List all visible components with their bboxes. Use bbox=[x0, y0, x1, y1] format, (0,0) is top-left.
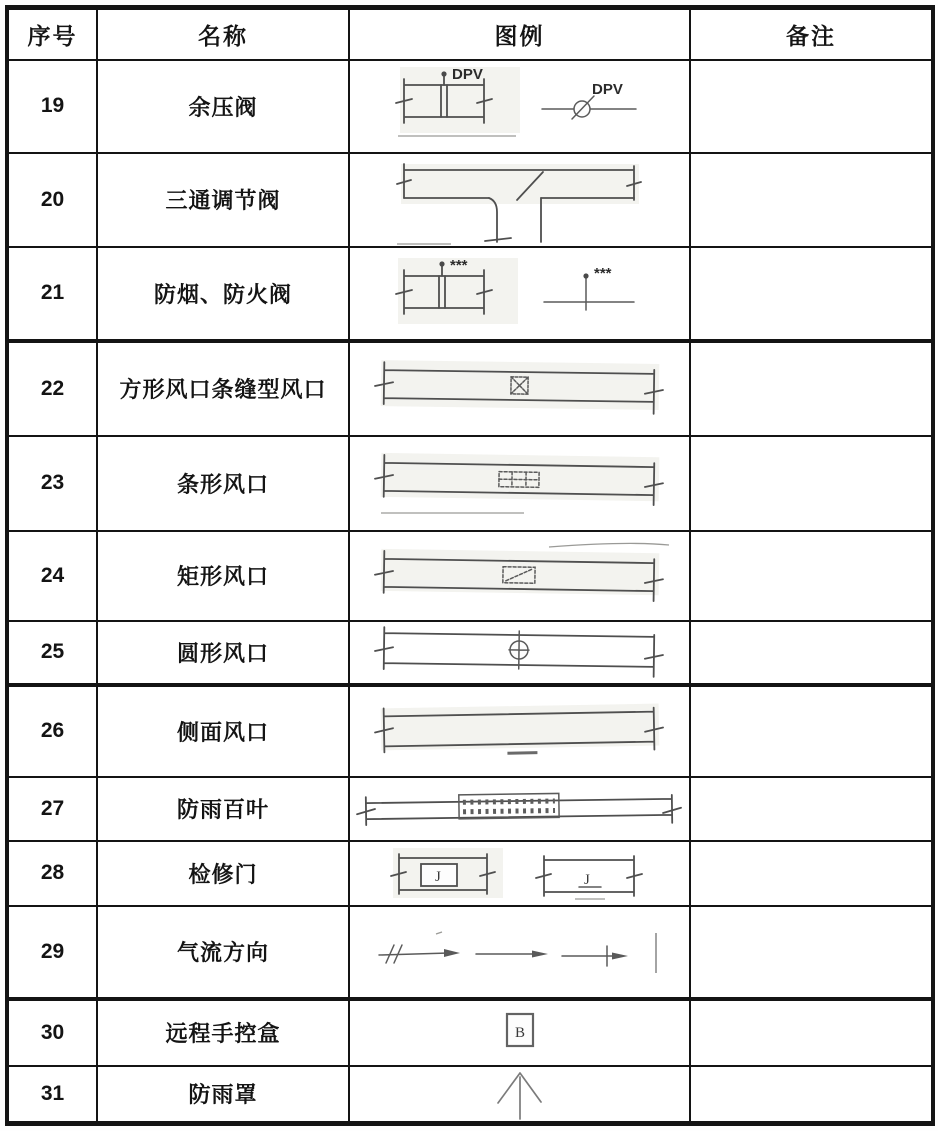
row-symbol bbox=[349, 1066, 690, 1124]
row-name: 防雨罩 bbox=[97, 1066, 349, 1124]
table-row bbox=[7, 60, 933, 153]
row-remark bbox=[690, 685, 933, 777]
table-row bbox=[7, 1066, 933, 1124]
row-symbol bbox=[349, 60, 690, 153]
arrowhead bbox=[444, 949, 460, 957]
row-remark bbox=[690, 621, 933, 685]
narrow-duct bbox=[356, 792, 680, 827]
row-number: 22 bbox=[7, 341, 97, 436]
header-row bbox=[7, 8, 933, 60]
table-row bbox=[7, 341, 933, 436]
row-name: 方形风口条缝型风口 bbox=[97, 341, 349, 436]
row-remark bbox=[690, 153, 933, 247]
arrowhead bbox=[532, 950, 548, 957]
row-number: 20 bbox=[7, 153, 97, 247]
fire-smoke-damper-icon bbox=[384, 250, 656, 336]
row-number: 23 bbox=[7, 436, 97, 531]
row-symbol bbox=[349, 247, 690, 341]
rain-louver-icon bbox=[354, 787, 686, 831]
table-row bbox=[7, 685, 933, 777]
header-no: 序号 bbox=[7, 8, 97, 60]
airflow-arrows-icon bbox=[364, 921, 676, 983]
side-slot-mark bbox=[507, 753, 537, 754]
crosshair-circle bbox=[508, 631, 529, 669]
dpv-label: DPV bbox=[591, 81, 623, 98]
table-row bbox=[7, 906, 933, 999]
row-remark bbox=[690, 906, 933, 999]
row-name: 条形风口 bbox=[97, 436, 349, 531]
row-remark bbox=[690, 247, 933, 341]
header-name: 名称 bbox=[97, 8, 349, 60]
inline-damper bbox=[544, 278, 634, 310]
row-name: 检修门 bbox=[97, 841, 349, 906]
row-symbol bbox=[349, 999, 690, 1066]
table-row bbox=[7, 621, 933, 685]
row-number: 25 bbox=[7, 621, 97, 685]
row-remark bbox=[690, 841, 933, 906]
stars-label: *** bbox=[593, 265, 612, 282]
row-number: 28 bbox=[7, 841, 97, 906]
row-name: 三通调节阀 bbox=[97, 153, 349, 247]
louver-hatch bbox=[458, 793, 558, 818]
row-symbol bbox=[349, 153, 690, 247]
three-way-valve-icon bbox=[389, 154, 651, 246]
row-name: 防烟、防火阀 bbox=[97, 247, 349, 341]
stars-label: *** bbox=[449, 257, 468, 274]
row-number: 30 bbox=[7, 999, 97, 1066]
row-remark bbox=[690, 60, 933, 153]
header-remark: 备注 bbox=[690, 8, 933, 60]
row-remark bbox=[690, 999, 933, 1066]
row-remark bbox=[690, 531, 933, 621]
table-row bbox=[7, 531, 933, 621]
row-number: 24 bbox=[7, 531, 97, 621]
row-symbol bbox=[349, 531, 690, 621]
row-symbol bbox=[349, 841, 690, 906]
row-name: 防雨百叶 bbox=[97, 777, 349, 841]
strip-outlet-icon bbox=[369, 445, 671, 521]
row-name: 气流方向 bbox=[97, 906, 349, 999]
row-number: 19 bbox=[7, 60, 97, 153]
arrowhead bbox=[612, 952, 628, 959]
row-remark bbox=[690, 436, 933, 531]
row-remark bbox=[690, 1066, 933, 1124]
arrow-with-tick bbox=[562, 946, 616, 966]
control-box-icon bbox=[488, 1008, 552, 1058]
table-row bbox=[7, 153, 933, 247]
row-number: 21 bbox=[7, 247, 97, 341]
row-name: 圆形风口 bbox=[97, 621, 349, 685]
row-symbol bbox=[349, 341, 690, 436]
up-arrow-icon bbox=[450, 1067, 590, 1121]
residual-pressure-valve-icon bbox=[384, 65, 656, 147]
row-symbol bbox=[349, 436, 690, 531]
row-symbol bbox=[349, 621, 690, 685]
row-number: 29 bbox=[7, 906, 97, 999]
circular-outlet-icon bbox=[369, 623, 671, 681]
table-row bbox=[7, 777, 933, 841]
row-number: 27 bbox=[7, 777, 97, 841]
row-number: 31 bbox=[7, 1066, 97, 1124]
row-name: 侧面风口 bbox=[97, 685, 349, 777]
inline-dpv-valve bbox=[542, 96, 636, 119]
table-row bbox=[7, 436, 933, 531]
table-row bbox=[7, 841, 933, 906]
dpv-label: DPV bbox=[451, 66, 483, 83]
row-remark bbox=[690, 777, 933, 841]
rect-outlet-icon bbox=[369, 539, 671, 613]
table-row bbox=[7, 999, 933, 1066]
square-slot-outlet-icon bbox=[369, 354, 671, 424]
access-door-icon bbox=[379, 844, 661, 902]
row-remark bbox=[690, 341, 933, 436]
box-letter: B bbox=[514, 1024, 525, 1041]
arrow-with-slashes bbox=[379, 945, 449, 963]
hvac-legend-table bbox=[5, 5, 935, 1126]
row-name: 矩形风口 bbox=[97, 531, 349, 621]
door-letter: J bbox=[583, 872, 590, 888]
row-symbol bbox=[349, 685, 690, 777]
row-name: 远程手控盒 bbox=[97, 999, 349, 1066]
row-symbol bbox=[349, 777, 690, 841]
side-outlet-icon bbox=[369, 694, 671, 768]
row-name: 余压阀 bbox=[97, 60, 349, 153]
header-legend: 图例 bbox=[349, 8, 690, 60]
upward-arrow bbox=[498, 1073, 541, 1119]
door-letter: J bbox=[434, 869, 441, 885]
row-number: 26 bbox=[7, 685, 97, 777]
row-symbol bbox=[349, 906, 690, 999]
table-row bbox=[7, 247, 933, 341]
